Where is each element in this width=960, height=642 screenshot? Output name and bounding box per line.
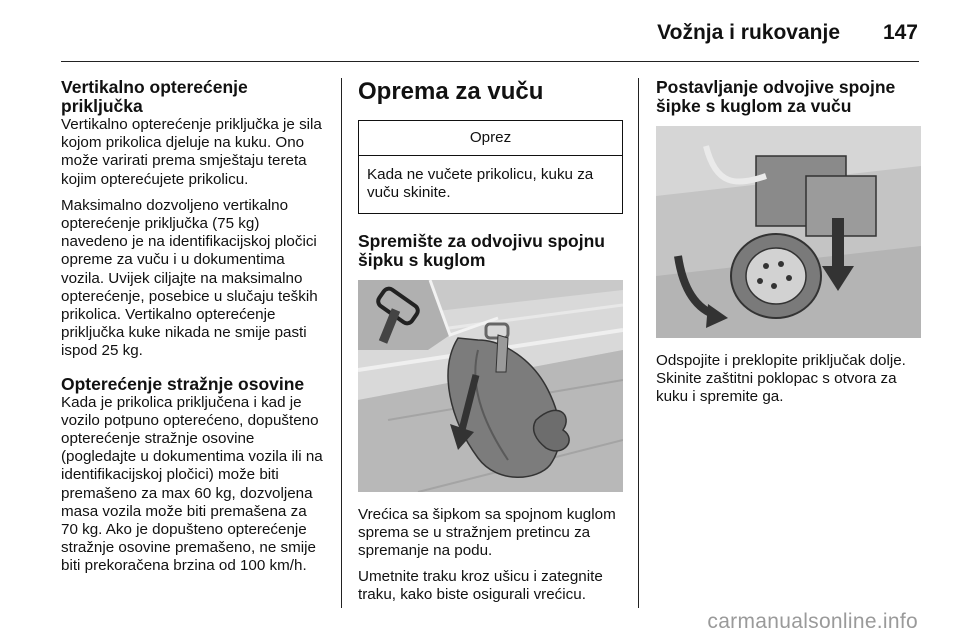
- column-divider-1: [341, 78, 342, 608]
- section-title: Vožnja i rukovanje: [657, 21, 840, 44]
- heading-towing-equipment: Oprema za vuču: [358, 78, 544, 105]
- page-number: 147: [882, 21, 918, 44]
- paragraph-vertical-load: Vertikalno opterećenje priključka je sila kojom prikolica djeluje na kuku. Ono može varirati prema smještaju tereta kojim opterećujete prikolicu.: [61, 116, 322, 188]
- column-left: [61, 78, 326, 584]
- caution-box: [358, 120, 623, 214]
- paragraph-max-load: Maksimalno dozvoljeno vertikalno opterećenje priključka (75 kg) navedeno je na identifikacijskoj pločici opreme za vuču i u dokumentima vozila. Uvijek ciljajte na maksimalno opterećenje, posebice u slučaju teških prikolica. Vertikalno opterećenje priključka kuke nikada ne smije pasti ispod 25 kg.: [61, 196, 318, 360]
- heading-vertical-load: Vertikalno opterećenje priključka: [61, 77, 248, 116]
- page-header: [0, 0, 960, 60]
- column-divider-2: [638, 78, 639, 608]
- watermark: carmanualsonline.info: [707, 610, 918, 633]
- paragraph-rear-axle: Kada je prikolica priključena i kad je vozilo potpuno opterećeno, dopušteno opterećenje stražnje osovine (pogledajte u dokumentima vozila ili na identifikacijskoj pločici) može biti premašeno za max 60 kg, dozvoljena masa vozila može biti premašena za 70 kg. Ako je dopušteno opterećenje stražnje osovine premašeno, ne smije biti prekoračena brzina od 100 km/h.: [61, 393, 323, 575]
- column-right: [656, 78, 921, 415]
- tow-socket-illustration: [656, 126, 921, 338]
- caution-title: Oprez: [359, 121, 622, 156]
- column-middle: [358, 78, 623, 613]
- paragraph-strap: Umetnite traku kroz ušicu i zategnite traku, kako biste osigurali vrećicu.: [358, 568, 603, 604]
- heading-rear-axle: Opterećenje stražnje osovine: [61, 373, 305, 394]
- header-rule: [61, 61, 919, 62]
- paragraph-fitting: Odspojite i preklopite priključak dolje. Skinite zaštitni poklopac s otvora za kuku i spremite ga.: [656, 352, 906, 406]
- heading-storage: Spremište za odvojivu spojnu šipku s kuglom: [358, 230, 605, 270]
- storage-bag-illustration: [358, 280, 623, 492]
- heading-fitting: Postavljanje odvojive spojne šipke s kuglom za vuču: [656, 77, 896, 116]
- caution-text: Kada ne vučete prikolicu, kuku za vuču skinite.: [367, 166, 594, 202]
- paragraph-storage-location: Vrećica sa šipkom sa spojnom kuglom sprema se u stražnjem pretincu za spremanje na podu.: [358, 505, 616, 560]
